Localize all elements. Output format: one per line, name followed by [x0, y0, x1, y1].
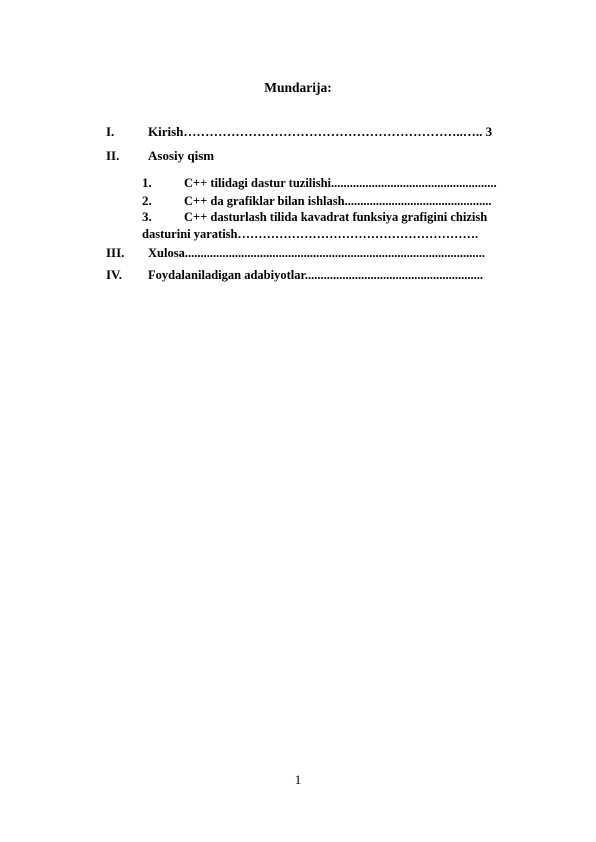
toc-subitem-label: C++ tilidagi dastur tuzilishi..................................................... — [184, 176, 497, 190]
toc-item-label: Foydalaniladigan adabiyotlar......................................................... — [148, 268, 483, 282]
toc-item-label: Asosiy qism — [148, 148, 215, 163]
page-number: 1 — [294, 772, 302, 787]
toc-subitem-label: C++ da grafiklar bilan ishlash............................................... — [184, 194, 492, 208]
toc-item-number: I. — [106, 124, 115, 139]
toc-subitem-number: 2. — [142, 193, 152, 208]
toc-subitem-label-continuation: dasturini yaratish…………………………………………………. — [142, 227, 479, 241]
toc-subitem-number: 1. — [142, 175, 152, 190]
toc-item-number: II. — [106, 148, 120, 163]
toc-subitem-label: C++ dasturlash tilida kavadrat funksiya grafigini chizish — [184, 210, 488, 224]
toc-item-label: Xulosa................................................................................................ — [148, 246, 485, 260]
toc-item-number: IV. — [106, 267, 123, 282]
toc-item-number: III. — [106, 245, 125, 260]
toc-item-label: Kirish………………………………………………………..….. 3 — [148, 124, 493, 139]
page-title: Mundarija: — [264, 80, 332, 95]
toc-subitem-number: 3. — [142, 209, 152, 224]
